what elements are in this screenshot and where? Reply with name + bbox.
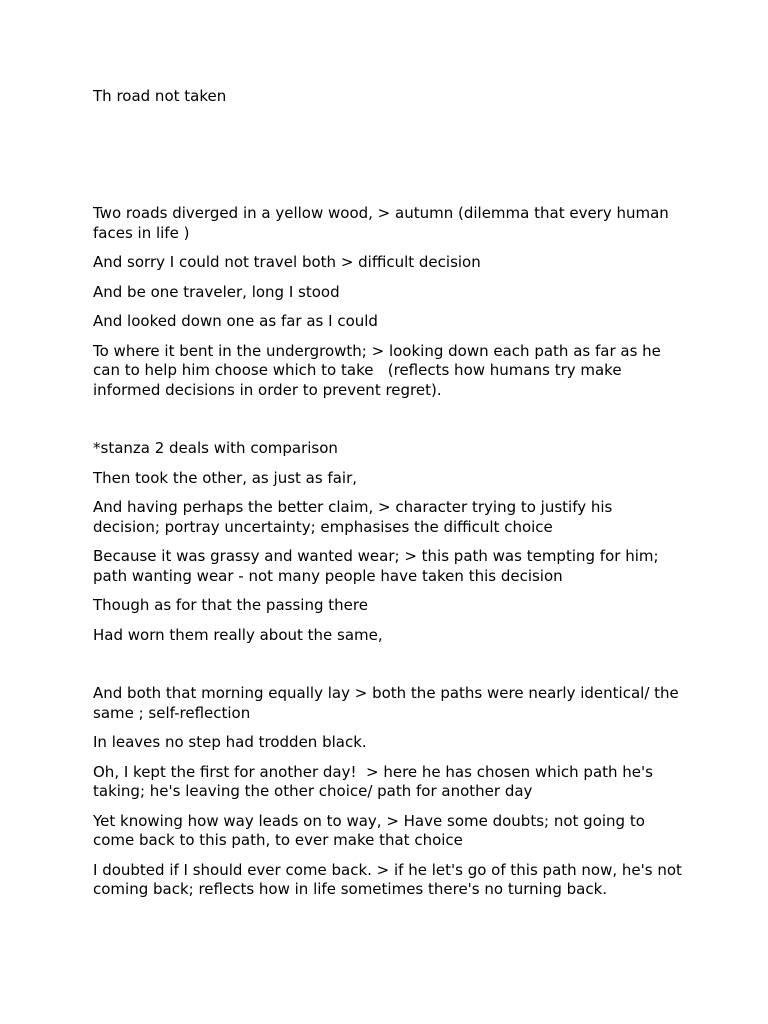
paragraph: Had worn them really about the same, <box>93 625 383 644</box>
paragraph: Because it was grassy and wanted wear; > this path was tempting for him; path wanting wear - not many people have taken this decision <box>93 547 664 585</box>
paragraph: Oh, I kept the first for another day! > here he has chosen which path he's taking; he's leaving the other choice/ path for another day <box>93 762 658 800</box>
paragraph: I doubted if I should ever come back. > if he let's go of this path now, he's not coming back; reflects how in life sometimes there's no turning back. <box>93 860 687 898</box>
paragraph: And having perhaps the better claim, > character trying to justify his decision; portray uncertainty; emphasises the difficult choice <box>93 498 618 536</box>
paragraph: Yet knowing how way leads on to way, > Have some doubts; not going to come back to this path, to ever make that choice <box>93 811 650 849</box>
document-body <box>93 204 687 910</box>
paragraph: And be one traveler, long I stood <box>93 282 340 301</box>
paragraph: Then took the other, as just as fair, <box>93 468 358 487</box>
paragraph: To where it bent in the undergrowth; > looking down each path as far as he can to help him choose which to take (reflects how humans try make informed decisions in order to prevent regret). <box>93 341 666 399</box>
blank-line <box>93 655 683 684</box>
paragraph: And both that morning equally lay > both the paths were nearly identical/ the same ; self-reflection <box>93 684 684 722</box>
document-page <box>93 0 687 1024</box>
paragraph: Two roads diverged in a yellow wood, > autumn (dilemma that every human faces in life ) <box>93 204 674 242</box>
paragraph: And looked down one as far as I could <box>93 312 378 330</box>
blank-line <box>93 410 683 439</box>
paragraph: Though as for that the passing there <box>93 596 368 614</box>
paragraph: In leaves no step had trodden black. <box>93 733 367 751</box>
paragraph: And sorry I could not travel both > difficult decision <box>93 253 481 271</box>
paragraph: *stanza 2 deals with comparison <box>93 439 338 457</box>
document-title: Th road not taken <box>93 87 227 105</box>
